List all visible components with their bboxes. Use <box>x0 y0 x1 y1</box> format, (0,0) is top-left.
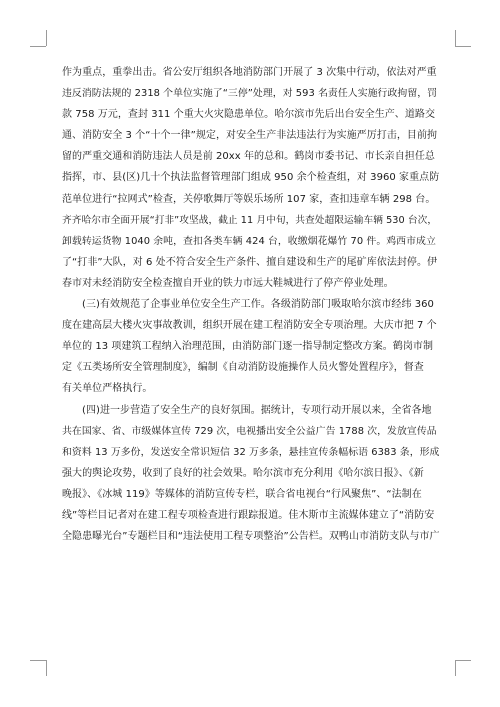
paragraph-heading-line: (三)有效规范了企事业单位安全生产工作。各级消防部门吸取哈尔滨市经纬 360 <box>82 299 434 311</box>
body-text <box>62 62 440 547</box>
crop-mark-top-left-v <box>46 30 47 46</box>
text-line: 通、消防安全 3 个“十个一律”规定，对安全生产非法违法行为实施严厉打击，目前拘 <box>62 130 438 142</box>
text-line: 晚报》、《冰城 119》等媒体的消防宣传专栏，联合省电视台“行风聚焦”、“法制在 <box>62 488 422 500</box>
text-line: 违反消防法规的 2318 个单位实施了“三停”处理，对 593 名责任人实施行政拘留，罚 <box>62 88 438 100</box>
text-line: 全隐患曝光台”专题栏目和“违法使用工程专项整治”公告栏。双鸭山市消防支队与市广 <box>62 531 440 543</box>
crop-mark-bottom-left-v <box>46 660 47 676</box>
crop-mark-bottom-left-h <box>30 660 46 661</box>
text-line: 单位的 13 项建筑工程纳入治理范围，由消防部门逐一指导制定整改方案。鹤岗市制 <box>62 341 434 353</box>
crop-mark-bottom-right-v <box>455 660 456 676</box>
text-line: 度在建高层大楼火灾事故教训，组织开展在建工程消防安全专项治理。大庆市把 7 个 <box>62 320 437 332</box>
text-line: 共在国家、省、市级媒体宣传 729 次，电视播出安全公益广告 1788 次，发放宣传品 <box>62 425 437 437</box>
crop-mark-top-right-h <box>455 46 471 47</box>
text-line: 指挥，市、县(区)几十个执法监督管理部门组成 950 余个检查组，对 3960 家重点防 <box>62 172 440 184</box>
text-line: 和资料 13 万多份，发送安全常识短信 32 万多条，悬挂宣传条幅标语 6383 条，形成 <box>62 446 440 458</box>
text-line: 定《五类场所安全管理制度》，编制《自动消防设施操作人员火警处置程序》，督查 <box>62 362 424 374</box>
text-line: 有关单位严格执行。 <box>62 383 153 395</box>
text-line: 卸载转运货物 1040 余吨，查扣各类车辆 424 台，收缴烟花爆竹 70 件。鸡西市成立 <box>62 235 436 247</box>
text-line: 了“打非”大队，对 6 处不符合安全生产条件、擅自建设和生产的尾矿库依法封停。伊 <box>62 256 438 268</box>
text-line: 线”等栏目记者对在建工程专项检查进行跟踪报道。佳木斯市主流媒体建立了“消防安 <box>62 509 435 521</box>
text-line: 春市对未经消防安全检查擅自开业的铁力市远大鞋城进行了停产停业处理。 <box>62 277 394 289</box>
text-line: 留的严重交通和消防违法人员是前 20xx 年的总和。鹤岗市委书记、市长亲自担任总 <box>62 151 435 163</box>
crop-mark-top-left-h <box>30 46 46 47</box>
crop-mark-top-right-v <box>455 30 456 46</box>
text-line: 强大的舆论攻势，收到了良好的社会效果。哈尔滨市充分利用《哈尔滨日报》、《新 <box>62 467 424 479</box>
text-line: 范单位进行“拉网式”检查，关停歌舞厅等娱乐场所 107 家，查扣违章车辆 298 台。 <box>62 193 436 205</box>
paragraph-heading-line: (四)进一步营造了安全生产的良好氛围。据统计，专项行动开展以来，全省各地 <box>82 404 432 416</box>
text-line: 作为重点，重拳出击。省公安厅组织各地消防部门开展了 3 次集中行动，依法对严重 <box>62 67 437 78</box>
text-line: 款 758 万元，查封 311 个重大火灾隐患单位。哈尔滨市先后出台安全生产、道路交 <box>62 109 435 121</box>
crop-mark-bottom-right-h <box>455 660 471 661</box>
text-line: 齐齐哈尔市全面开展“打非”攻坚战，截止 11 月中旬，共查处超限运输车辆 530 台次， <box>62 214 438 226</box>
